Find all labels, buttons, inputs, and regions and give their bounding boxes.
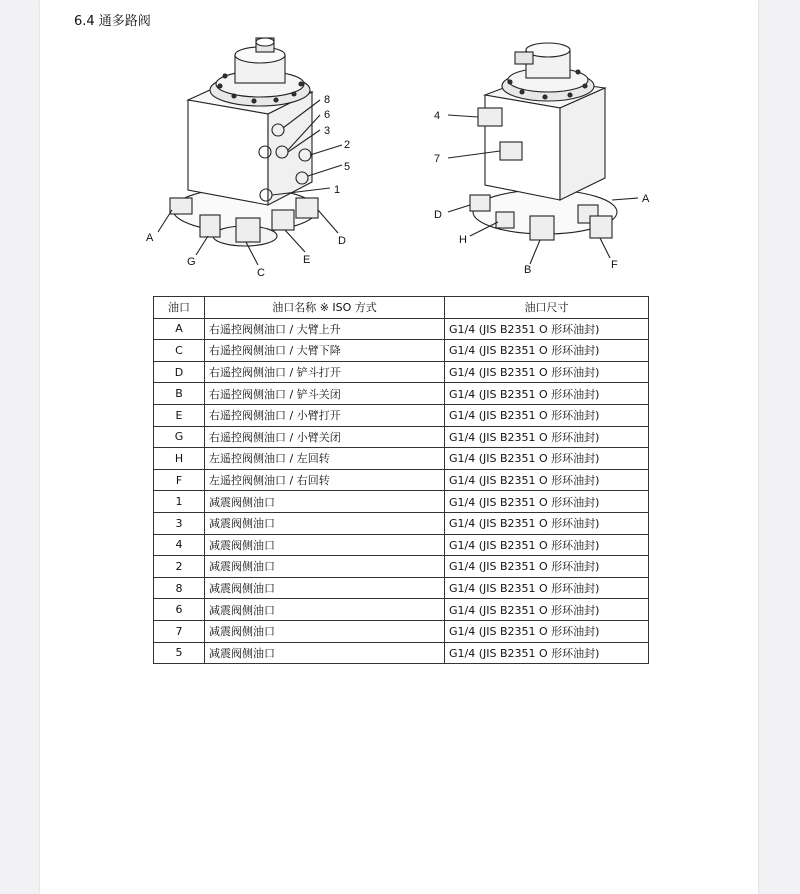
- cell-name: 右遥控阀侧油口 / 小臂关闭: [205, 426, 445, 448]
- cell-name: 减震阀侧油口: [205, 577, 445, 599]
- left-label-8: 8: [324, 94, 331, 106]
- cell-size: G1/4 (JIS B2351 O 形环油封): [445, 383, 649, 405]
- table-row: [154, 361, 649, 383]
- table-row: [154, 448, 649, 470]
- cell-port: C: [154, 340, 205, 362]
- cell-name: 减震阀侧油口: [205, 512, 445, 534]
- cell-name: 左遥控阀侧油口 / 左回转: [205, 448, 445, 470]
- cell-name: 减震阀侧油口: [205, 534, 445, 556]
- left-label-3: 3: [324, 125, 331, 137]
- cell-name: 减震阀侧油口: [205, 491, 445, 513]
- header-size: 油口尺寸: [445, 297, 649, 319]
- cell-port: 2: [154, 556, 205, 578]
- cell-name: 右遥控阀侧油口 / 大臂上升: [205, 318, 445, 340]
- cell-size: G1/4 (JIS B2351 O 形环油封): [445, 426, 649, 448]
- right-label-A: A: [642, 193, 650, 205]
- cell-name: 减震阀侧油口: [205, 599, 445, 621]
- table-row: [154, 426, 649, 448]
- cell-port: 7: [154, 620, 205, 642]
- right-label-B: B: [524, 264, 532, 276]
- cell-port: A: [154, 318, 205, 340]
- cell-port: 8: [154, 577, 205, 599]
- table-row: [154, 491, 649, 513]
- table-row: [154, 512, 649, 534]
- table-row: [154, 318, 649, 340]
- cell-size: G1/4 (JIS B2351 O 形环油封): [445, 469, 649, 491]
- cell-size: G1/4 (JIS B2351 O 形环油封): [445, 534, 649, 556]
- left-valve-illustration: [158, 38, 342, 265]
- cell-size: G1/4 (JIS B2351 O 形环油封): [445, 318, 649, 340]
- right-label-D: D: [434, 209, 442, 221]
- section-title: 6.4 通多路阀: [74, 14, 151, 29]
- cell-port: 1: [154, 491, 205, 513]
- table-row: [154, 642, 649, 664]
- cell-size: G1/4 (JIS B2351 O 形环油封): [445, 340, 649, 362]
- cell-port: F: [154, 469, 205, 491]
- cell-size: G1/4 (JIS B2351 O 形环油封): [445, 404, 649, 426]
- cell-port: H: [154, 448, 205, 470]
- cell-name: 右遥控阀侧油口 / 铲斗关闭: [205, 383, 445, 405]
- port-table: [153, 296, 649, 664]
- cell-size: G1/4 (JIS B2351 O 形环油封): [445, 512, 649, 534]
- cell-name: 右遥控阀侧油口 / 铲斗打开: [205, 361, 445, 383]
- table-row: [154, 340, 649, 362]
- left-label-E: E: [303, 254, 311, 266]
- cell-port: 6: [154, 599, 205, 621]
- cell-name: 减震阀侧油口: [205, 642, 445, 664]
- cell-size: G1/4 (JIS B2351 O 形环油封): [445, 361, 649, 383]
- cell-port: B: [154, 383, 205, 405]
- left-label-5: 5: [344, 161, 351, 173]
- table-row: [154, 556, 649, 578]
- table-row: [154, 599, 649, 621]
- cell-size: G1/4 (JIS B2351 O 形环油封): [445, 491, 649, 513]
- cell-size: G1/4 (JIS B2351 O 形环油封): [445, 556, 649, 578]
- cell-size: G1/4 (JIS B2351 O 形环油封): [445, 642, 649, 664]
- table-row: [154, 577, 649, 599]
- header-port: 油口: [154, 297, 205, 319]
- left-label-C: C: [257, 267, 265, 279]
- cell-name: 右遥控阀侧油口 / 小臂打开: [205, 404, 445, 426]
- left-label-1: 1: [334, 184, 341, 196]
- cell-size: G1/4 (JIS B2351 O 形环油封): [445, 448, 649, 470]
- cell-port: E: [154, 404, 205, 426]
- cell-port: D: [154, 361, 205, 383]
- table-row: [154, 404, 649, 426]
- right-label-4: 4: [434, 110, 441, 122]
- table-row: [154, 620, 649, 642]
- table-header-row: [154, 297, 649, 319]
- left-label-2: 2: [344, 139, 351, 151]
- right-label-F: F: [611, 259, 618, 271]
- cell-size: G1/4 (JIS B2351 O 形环油封): [445, 620, 649, 642]
- right-label-H: H: [459, 234, 467, 246]
- header-name: 油口名称 ※ ISO 方式: [205, 297, 445, 319]
- cell-port: G: [154, 426, 205, 448]
- table-row: [154, 383, 649, 405]
- table-row: [154, 534, 649, 556]
- left-label-A: A: [146, 232, 154, 244]
- cell-name: 减震阀侧油口: [205, 556, 445, 578]
- cell-name: 减震阀侧油口: [205, 620, 445, 642]
- cell-port: 3: [154, 512, 205, 534]
- cell-port: 4: [154, 534, 205, 556]
- cell-port: 5: [154, 642, 205, 664]
- cell-size: G1/4 (JIS B2351 O 形环油封): [445, 577, 649, 599]
- cell-name: 右遥控阀侧油口 / 大臂下降: [205, 340, 445, 362]
- right-label-7: 7: [434, 153, 441, 165]
- table-row: [154, 469, 649, 491]
- table-body: [154, 318, 649, 664]
- valve-diagrams: [40, 0, 758, 290]
- cell-name: 左遥控阀侧油口 / 右回转: [205, 469, 445, 491]
- left-label-6: 6: [324, 109, 331, 121]
- right-valve-illustration: [448, 43, 638, 264]
- left-label-D: D: [338, 235, 346, 247]
- cell-size: G1/4 (JIS B2351 O 形环油封): [445, 599, 649, 621]
- left-label-G: G: [187, 256, 196, 268]
